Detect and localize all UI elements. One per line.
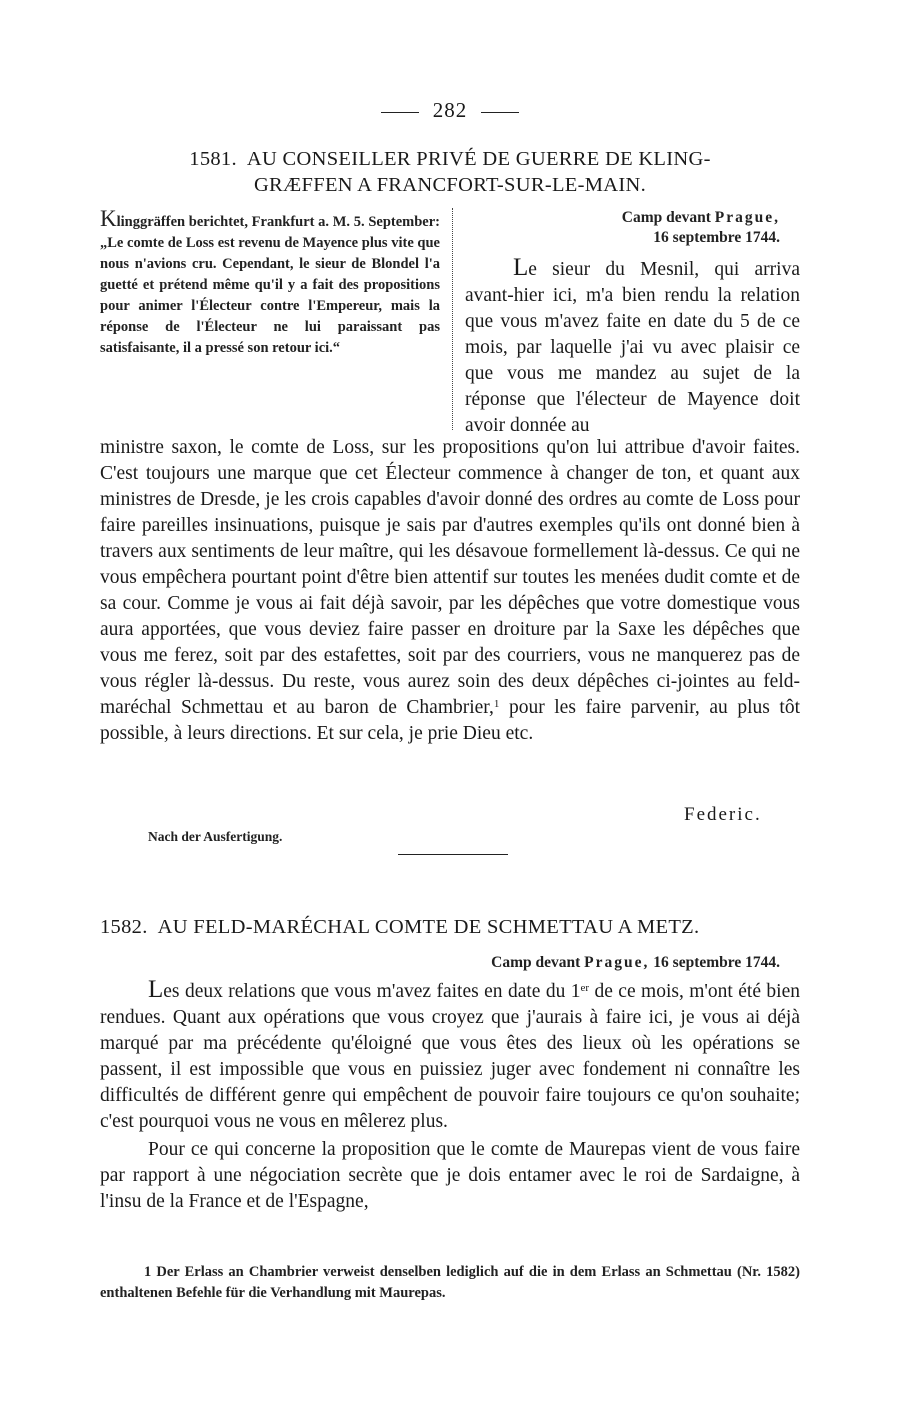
letter-1581-body-wide-text: [100, 435, 800, 747]
letter-1581-dateline: [560, 208, 780, 248]
summary-text: linggräffen berichtet, Frankfurt a. M. 5. September: „Le comte de Loss est revenu de Mayence plus vite que nous n'avions cru. Cependant, le sieur de Blondel l'a guetté et prétend même qu'il y a fait des propositions pour animer l'Électeur contre l'Empereur, mais la réponse de l'Électeur ne lui paraissant pas satisfaisante, il a pressé son retour ici.“: [100, 214, 440, 356]
letter-1582-paragraph-2: Pour ce qui concerne la proposition que le comte de Maurepas vient de vous faire par rapport à une négociation secrète que je dois entamer avec le roi de Sardaigne, à l'insu de la France et de l'Espagne,: [100, 1139, 800, 1212]
footnote: [100, 1262, 800, 1304]
letter-1581-body-wide: [100, 435, 800, 747]
letter-1581-body-narrow-rest: e sieur du Mesnil, qui arriva avant-hier ici, m'a bien rendu la relation que vous m'avez faite en date du 5 de ce mois, par laquelle j'ai vu avec plaisir ce que vous me mandez au sujet de la réponse que l'électeur de Mayence doit avoir donnée au: [465, 259, 800, 436]
footnote-mark: 1: [144, 1264, 152, 1280]
letter-1581-body-wide-part1: ministre saxon, le comte de Loss, sur les propositions qu'on lui attribue d'avoir faites. C'est toujours une marque que cet Électeur commence à changer de ton, et quant aux ministres de Dresde, je les crois capables d'avoir donné des ordres au comte de Loss pour faire pareilles insinuations, puisque je sais par d'autres exemples qu'ils ont donné bien à travers aux sentiments de leur maître, qui les désavoue formellement là-dessus. Ce qui ne vous empêchera pourtant point d'être bien attentif sur toutes les menées dudit comte et de sa cour. Comme je vous ai fait déjà savoir, par les dépêches que votre domestique vous aura apportées, que vous deviez faire passer en droiture par la Saxe les dépêches que vous me ferez, soit par des estafettes, soit par des courriers, vous ne manquerez pas de vous régler là-dessus. Du reste, vous aurez soin des deux dépêches ci-jointes au feld-maréchal Schmettau et au baron de Chambrier,: [100, 437, 800, 718]
letter-1581-signature: Federic.: [684, 804, 762, 825]
letter-1582-paragraph-1: [100, 977, 800, 1135]
letter-1581-body-initial: L: [513, 254, 529, 281]
letter-1581-number: 1581.: [189, 148, 237, 170]
letter-1582-number: 1582.: [100, 916, 148, 938]
letter-1581-body-wide-part2: pour les faire parvenir, au plus tôt possible, à leurs directions. Et sur cela, je prie Dieu etc.: [100, 697, 800, 744]
summary-initial: K: [100, 206, 117, 231]
letter-1582-body: [100, 977, 800, 1215]
letter-1581-summary: [100, 208, 440, 359]
letter-1582-p1-part1: es deux relations que vous m'avez faites en date du 1: [163, 981, 581, 1002]
page-number-dash-left: [381, 112, 419, 113]
page-number-text: 282: [432, 98, 468, 122]
footnote-text: Der Erlass an Chambrier verweist denselben lediglich auf die in dem Erlass an Schmettau (Nr. 1582) enthaltenen Befehle für die Verhandlung mit Maurepas.: [100, 1264, 800, 1301]
letter-1582-dateline: [400, 953, 780, 973]
letter-1582-p1-part2: de ce mois, m'ont été bien rendues. Quant aux opérations que vous croyez que j'aurais à faire ici, je vous ai déjà marqué par ma précédente qu'éloigné que vous êtes des lieux où les opérations se passent, il est impossible que vous en puissiez juger avec fondement ni connaître les difficultés de différent genre qui empêchent de pouvoir faire toujours ce qu'on souhaite; c'est pourquoi vous ne vous en mêlerez plus.: [100, 981, 800, 1132]
letter-1582-p1-initial: L: [148, 976, 164, 1003]
letter-1581-place-line: [560, 208, 780, 228]
letter-1581-body-narrow-text: [465, 255, 800, 439]
letter-1581-heading-line1: [100, 146, 800, 172]
page-number-dash-right: [481, 112, 519, 113]
letter-1582-title: AU FELD-MARÉCHAL COMTE DE SCHMETTAU A METZ.: [157, 916, 700, 938]
letter-1581-heading: [100, 146, 800, 198]
column-divider: [452, 208, 453, 430]
letter-1582-city: Prague,: [584, 954, 650, 971]
letter-1582-date: 16 septembre 1744.: [653, 954, 780, 971]
letter-1581-place: Camp devant: [621, 209, 711, 226]
letter-1582-place: Camp devant: [491, 954, 581, 971]
section-separator-rule: [398, 854, 508, 855]
letter-1581-title-line1: AU CONSEILLER PRIVÉ DE GUERRE DE KLING-: [246, 148, 711, 170]
letter-1581-city: Prague,: [714, 209, 780, 226]
letter-1581-date: 16 septembre 1744.: [653, 229, 780, 246]
letter-1581-body-narrow: [465, 255, 800, 439]
letter-1581-source: Nach der Ausfertigung.: [148, 829, 283, 844]
footnote-reference: 1: [493, 698, 500, 710]
page-number: [0, 98, 900, 123]
letter-1582-p1-superscript: er: [580, 982, 590, 994]
letter-1582-heading: [100, 914, 800, 940]
letter-1581-title-line2: GRÆFFEN A FRANCFORT-SUR-LE-MAIN.: [253, 174, 647, 196]
